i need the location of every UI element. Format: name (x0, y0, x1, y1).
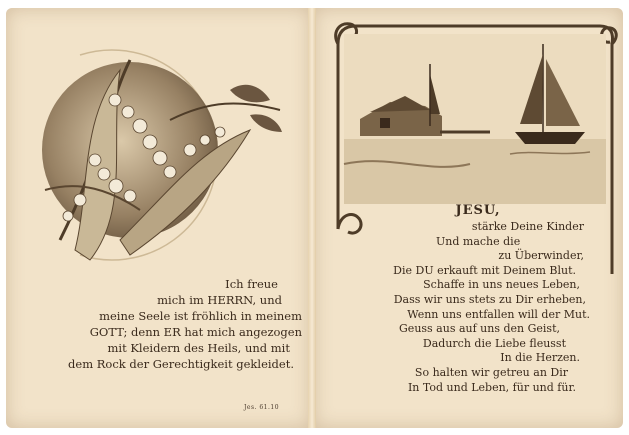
right-verse-line: So halten wir getreu an Dir (414, 365, 568, 379)
right-verse-line: Und mache die (436, 234, 521, 248)
right-verse-line: Die DU erkauft mit Deinem Blut. (393, 263, 576, 277)
verse-title: JESU, (455, 203, 501, 218)
left-verse-line: meine Seele ist fröhlich in meinem (99, 309, 302, 323)
right-verse-line: zu Überwinder, (498, 249, 584, 263)
right-verse-line: stärke Deine Kinder (471, 220, 584, 233)
left-verse (20, 276, 302, 372)
right-verse-line: Dass wir uns stets zu Dir erheben, (393, 292, 586, 306)
right-verse-line: In Tod und Leben, für und für. (407, 380, 576, 394)
right-verse-line: Schaffe in uns neues Leben, (423, 278, 580, 292)
left-verse-line: mit Kleidern des Heils, und mit (107, 341, 290, 355)
right-verse-line: In die Herzen. (500, 351, 580, 365)
left-verse-line: dem Rock der Gerechtigkeit gekleidet. (68, 357, 294, 371)
left-verse-line: Ich freue (225, 277, 278, 291)
right-verse (380, 203, 590, 395)
right-verse-line: Geuss aus auf uns den Geist, (399, 322, 560, 336)
lily-of-the-valley-illustration (20, 40, 300, 275)
right-verse-line: Wenn uns entfallen will der Mut. (407, 307, 590, 321)
left-verse-line: GOTT; denn ER hat mich angezogen (89, 325, 302, 339)
right-verse-line: Dadurch die Liebe fleusst (422, 336, 566, 350)
booklet-gutter (308, 8, 316, 428)
scripture-reference: Jes. 61.10 (244, 404, 280, 411)
left-verse-line: mich im HERRN, und (157, 293, 282, 307)
